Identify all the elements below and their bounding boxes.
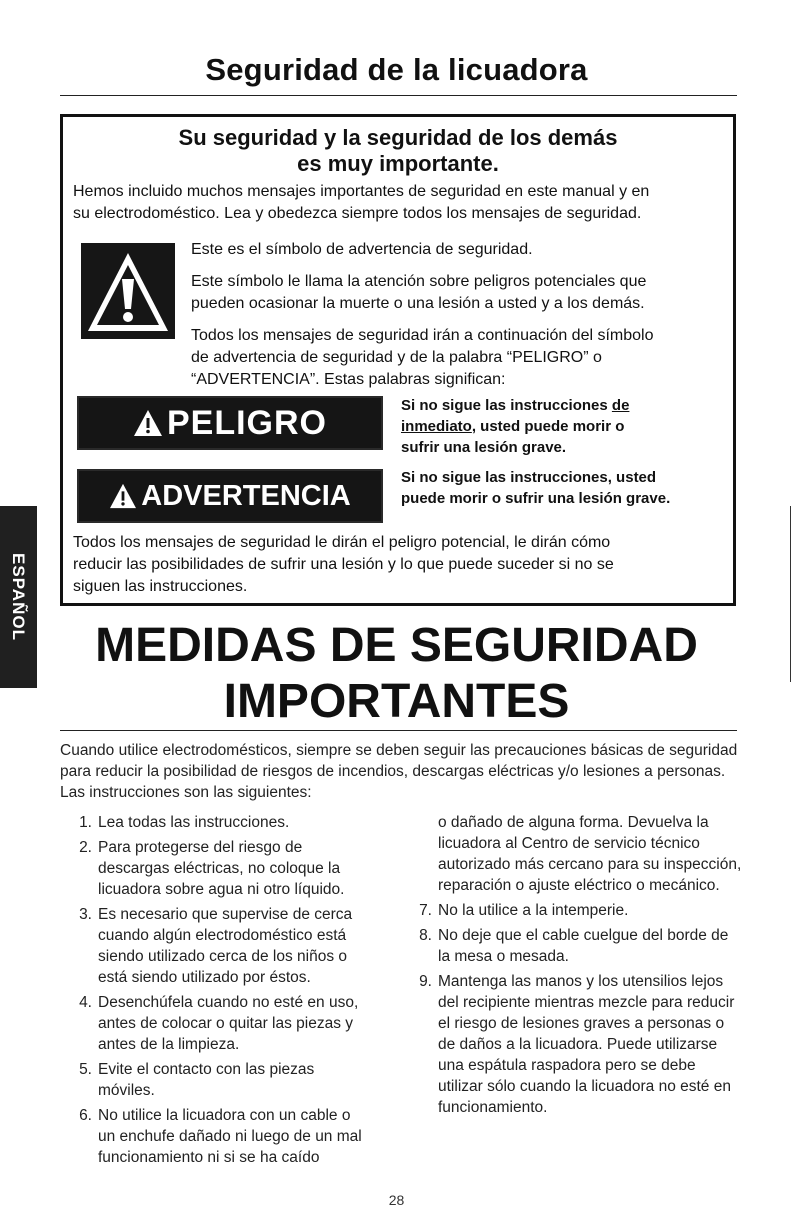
list-item: 9. Mantenga las manos y los utensilios lejos del recipiente mientras mezcle para reducir el riesgo de lesiones graves a personas o de daños a la licuadora. Puede utilizarse una espátula raspadora pero se debe utilizar sólo cuando la licuadora no esté en funcionamiento. <box>419 973 735 1116</box>
instructions-right-column <box>414 812 742 1122</box>
page-header-title: Seguridad de la licuadora <box>205 52 588 87</box>
peligro-label-text: PELIGRO <box>166 403 328 442</box>
list-item: 3. Es necesario que supervise de cerca cuando algún electrodoméstico está siendo utilizado cerca de los niños o está siendo utilizado por éstos. <box>79 906 353 986</box>
symbol-text-3b: de advertencia de seguridad y de la palabra “PELIGRO” o <box>191 349 602 366</box>
main-rule <box>60 730 737 731</box>
advertencia-label <box>77 469 383 523</box>
list-item: 7. No la utilice a la intemperie. <box>419 902 629 919</box>
main-title-line-1: MEDIDAS DE SEGURIDAD <box>95 619 698 672</box>
list-item: 2. Para protegerse del riesgo de descargas eléctricas, no coloque la licuadora sobre agua ni otro líquido. <box>79 839 345 898</box>
list-item: 8. No deje que el cable cuelgue del borde de la mesa o mesada. <box>419 927 729 965</box>
peligro-description <box>401 395 731 458</box>
symbol-text-2a: Este símbolo le llama la atención sobre peligros potenciales que <box>191 273 647 290</box>
symbol-text-3a: Todos los mensajes de seguridad irán a continuación del símbolo <box>191 327 654 344</box>
warning-triangle-icon <box>81 243 175 339</box>
symbol-description <box>191 239 731 391</box>
symbol-text-2b: pueden ocasionar la muerte o una lesión a usted y a los demás. <box>191 295 645 312</box>
list-item: 5. Evite el contacto con las piezas móviles. <box>79 1061 315 1099</box>
list-item: 1. Lea todas las instrucciones. <box>79 814 290 831</box>
safety-footer-line-3: siguen las instrucciones. <box>73 578 248 595</box>
safety-footer-line-1: Todos los mensajes de seguridad le dirán el peligro potencial, le dirán cómo <box>73 534 611 551</box>
safety-footer-line-2: reducir las posibilidades de sufrir una lesión y lo que puede suceder si no se <box>73 556 614 573</box>
header-rule <box>60 95 737 96</box>
advertencia-description <box>401 467 731 509</box>
advertencia-label-text: ADVERTENCIA <box>141 479 351 512</box>
safety-box <box>60 114 736 606</box>
peligro-desc-line-1: Si no sigue las instrucciones de <box>401 397 630 414</box>
instructions-intro: Cuando utilice electrodomésticos, siempre se deben seguir las precauciones básicas de seguridad para reducir la posibilidad de riesgos de incendios, descargas eléctricas y/o lesiones a personas. Las instrucciones son las siguientes: <box>60 742 738 801</box>
advertencia-desc-line-1: Si no sigue las instrucciones, usted <box>401 469 657 486</box>
list-item: 6. No utilice la licuadora con un cable o un enchufe dañado ni luego de un mal funcionamiento ni si se ha caído <box>79 1107 362 1166</box>
peligro-desc-line-3: sufrir una lesión grave. <box>401 439 567 456</box>
peligro-desc-line-2: inmediato, usted puede morir o <box>401 418 625 435</box>
peligro-alert-icon <box>133 409 163 437</box>
safety-footer <box>73 532 733 598</box>
advertencia-desc-line-2: puede morir o sufrir una lesión grave. <box>401 490 671 507</box>
list-item: 4. Desenchúfela cuando no esté en uso, antes de colocar o quitar las piezas y antes de la limpieza. <box>79 994 359 1053</box>
safety-intro <box>73 181 733 225</box>
symbol-text-3c: “ADVERTENCIA”. Estas palabras significan: <box>191 371 506 388</box>
safety-heading-line-2: es muy importante. <box>297 151 499 176</box>
main-title <box>0 618 793 730</box>
list-item-continued: o dañado de alguna forma. Devuelva la licuadora al Centro de servicio técnico autorizado más cercano para su inspección, reparación o ajuste eléctrico o mecánico. <box>438 814 742 894</box>
page-number: 28 <box>388 1192 405 1208</box>
instructions-left-column <box>74 812 368 1172</box>
safety-intro-line-2: su electrodoméstico. Lea y obedezca siempre todos los mensajes de seguridad. <box>73 205 642 222</box>
safety-heading-line-1: Su seguridad y la seguridad de los demás <box>178 125 618 150</box>
language-side-tab-label: ESPAÑOL <box>9 553 28 641</box>
main-title-line-2: IMPORTANTES <box>223 675 570 728</box>
safety-intro-line-1: Hemos incluido muchos mensajes importantes de seguridad en este manual y en <box>73 183 650 200</box>
safety-heading <box>63 125 733 177</box>
peligro-label <box>77 396 383 450</box>
advertencia-alert-icon <box>109 483 137 509</box>
symbol-text-1: Este es el símbolo de advertencia de seguridad. <box>191 241 533 258</box>
